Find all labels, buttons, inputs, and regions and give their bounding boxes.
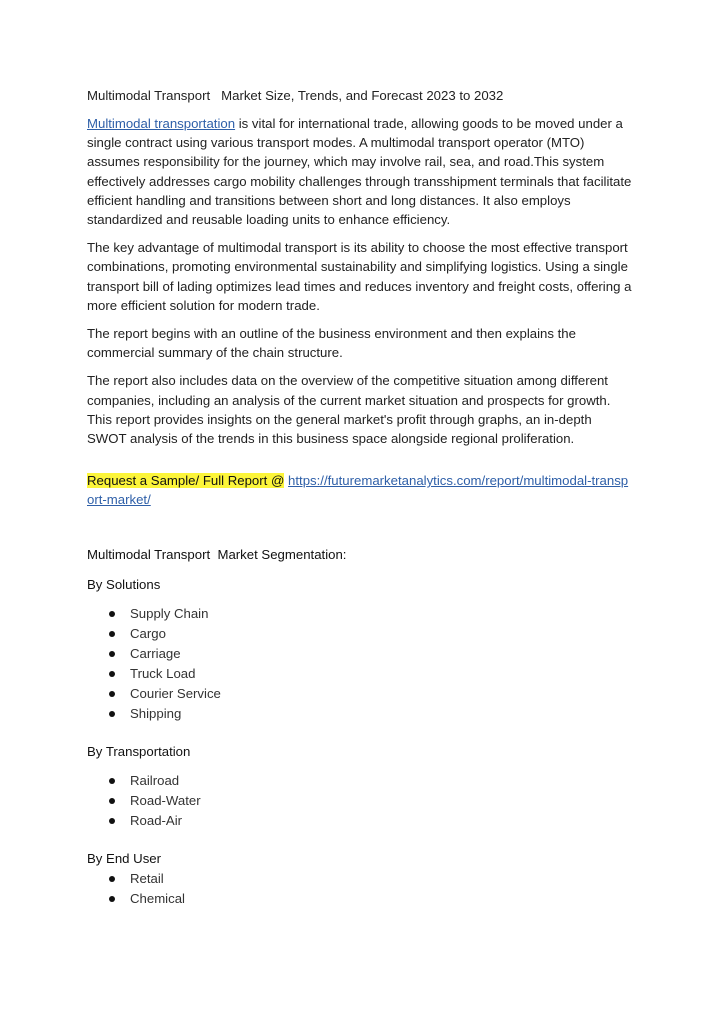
bullet-icon [109,778,115,784]
list-item-label: Shipping [130,705,182,721]
segment-title-transportation: By Transportation [87,743,191,759]
list-item [87,624,632,644]
list-item-label: Road-Air [130,812,183,828]
bullet-icon [109,651,115,657]
segment-group-solutions [87,575,632,724]
intro-paragraph [87,114,632,229]
bullet-icon [109,691,115,697]
advantage-paragraph: The key advantage of multimodal transport is its ability to choose the most effective transport combinations, promoting environmental sustainability and simplifying logistics. Using a single transport bill of lading optimizes lead times and reduces inventory and freight costs, offering a more efficient solution for modern trade. [87,240,632,313]
segment-group-transportation [87,742,632,831]
list-item [87,889,632,909]
segment-title-solutions: By Solutions [87,576,161,592]
bullet-icon [109,711,115,717]
list-item-label: Railroad [130,772,180,788]
list-item-label: Road-Water [130,792,201,808]
bullet-icon [109,631,115,637]
list-item-label: Carriage [130,645,181,661]
request-sample-label: Request a Sample/ Full Report @ [87,473,285,489]
bullet-icon [109,818,115,824]
list-item [87,771,632,791]
transportation-list [87,771,632,831]
list-item [87,604,632,624]
list-item [87,644,632,664]
solutions-list [87,604,632,724]
end-user-list [87,869,632,909]
list-item-label: Courier Service [130,685,221,701]
segment-title-end-user: By End User [87,850,162,866]
bullet-icon [109,611,115,617]
bullet-icon [109,798,115,804]
list-item [87,791,632,811]
intro-text: is vital for international trade, allowing goods to be moved under a single contract using various transport modes. A multimodal transport operator (MTO) assumes responsibility for the journey, which may involve rail, sea, and road.This system effectively addresses cargo mobility challenges through transshipment terminals that facilitate efficient handling and transitions between short and long distances. It also employs standardized and reusable loading units to enhance efficiency. [87,116,632,228]
multimodal-transportation-link[interactable]: Multimodal transportation [87,116,236,131]
list-item [87,664,632,684]
report-outline-paragraph: The report begins with an outline of the business environment and then explains the commercial summary of the chain structure. [87,326,576,361]
list-item-label: Retail [130,870,164,886]
request-sample-line [87,471,632,509]
list-item [87,704,632,724]
list-item [87,869,632,889]
list-item-label: Truck Load [130,665,196,681]
document-page [87,86,632,909]
segment-group-end-user [87,849,632,909]
bullet-icon [109,876,115,882]
list-item [87,811,632,831]
list-item-label: Cargo [130,625,166,641]
report-url-link[interactable]: https://futuremarketanalytics.com/report/multimodal-transport-market/ [87,473,629,508]
bullet-icon [109,896,115,902]
list-item-label: Chemical [130,890,185,906]
list-item-label: Supply Chain [130,605,209,621]
list-item [87,684,632,704]
competitive-paragraph: The report also includes data on the overview of the competitive situation among different companies, including an analysis of the current market situation and prospects for growth. This report provides insights on the general market's profit through graphs, an in-depth SWOT analysis of the trends in this business space alongside regional proliferation. [87,373,611,447]
segmentation-heading: Multimodal Transport Market Segmentation: [87,546,347,562]
document-title: Multimodal Transport Market Size, Trends, and Forecast 2023 to 2032 [87,88,504,103]
bullet-icon [109,671,115,677]
